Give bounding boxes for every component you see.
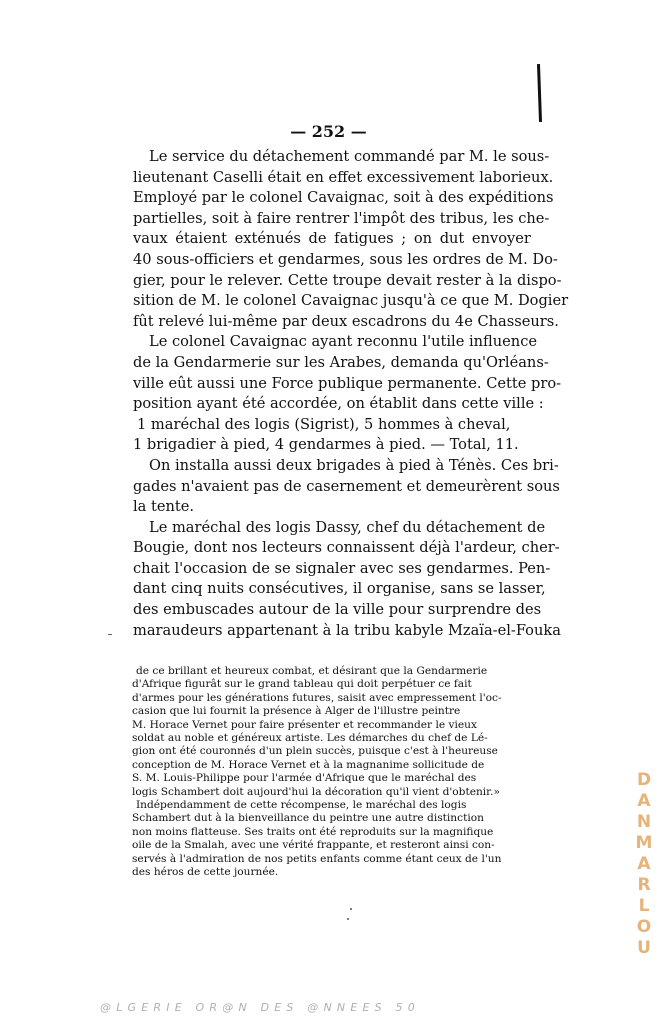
- main-text-line: Le maréchal des logis Dassy, chef du détachement de: [149, 518, 546, 536]
- main-text: [133, 147, 569, 641]
- footer-watermark: @LGERIE OR@N DES @NNEES 50: [100, 1001, 420, 1014]
- main-text-line: 1 brigadier à pied, 4 gendarmes à pied. — Total, 11.: [133, 436, 519, 454]
- footnote-line: d'Afrique figurât sur le grand tableau qui doit perpétuer ce fait: [132, 678, 472, 691]
- footnote-line: d'armes pour les générations futures, saisit avec empressement l'oc-: [132, 691, 502, 704]
- footnote-line: logis Schambert doit aujourd'hui la décoration qu'il vient d'obtenir.»: [132, 785, 500, 798]
- footnote-line: Indépendamment de cette récompense, le maréchal des logis: [136, 799, 467, 812]
- footnote-line: non moins flatteuse. Ses traits ont été reproduits sur la magnifique: [132, 825, 494, 838]
- main-text-line: partielles, soit à faire rentrer l'impôt des tribus, les che-: [133, 209, 550, 227]
- main-text-line: 40 sous-officiers et gendarmes, sous les ordres de M. Do-: [133, 250, 558, 268]
- footnote-line: M. Horace Vernet pour faire présenter et recommander le vieux: [132, 718, 477, 731]
- main-text-line: de la Gendarmerie sur les Arabes, demanda qu'Orléans-: [133, 353, 549, 371]
- footnote: [132, 665, 528, 880]
- main-text-line: lieutenant Caselli était en effet excessivement laborieux.: [133, 168, 554, 186]
- print-speck: [350, 908, 352, 910]
- main-text-line: maraudeurs appartenant à la tribu kabyle Mzaïa-el-Fouka: [133, 621, 561, 639]
- main-text-line: Le colonel Cavaignac ayant reconnu l'utile influence: [149, 333, 538, 351]
- main-text-line: dant cinq nuits consécutives, il organise, sans se lasser,: [133, 580, 546, 598]
- footnote-line: Schambert dut à la bienveillance du peintre une autre distinction: [132, 812, 484, 825]
- footnote-line: oile de la Smalah, avec une vérité frappante, et resteront ainsi con-: [132, 839, 495, 852]
- main-text-line: gades n'avaient pas de casernement et demeurèrent sous: [133, 477, 560, 495]
- main-text-line: la tente.: [133, 498, 195, 516]
- footnote-line: servés à l'admiration de nos petits enfants comme étant ceux de l'un: [132, 852, 502, 865]
- scan-edge-mark: [537, 64, 542, 122]
- footnote-line: des héros de cette journée.: [132, 866, 279, 879]
- main-text-line: des embuscades autour de la ville pour surprendre des: [133, 601, 542, 619]
- footnote-line: conception de M. Horace Vernet et à la magnanime sollicitude de: [132, 758, 485, 771]
- main-text-line: ville eût aussi une Force publique permanente. Cette pro-: [133, 374, 562, 392]
- main-text-line: Employé par le colonel Cavaignac, soit à des expéditions: [133, 189, 554, 207]
- main-text-line: On installa aussi deux brigades à pied à Ténès. Ces bri-: [149, 456, 559, 474]
- footnote-line: de ce brillant et heureux combat, et désirant que la Gendarmerie: [136, 665, 488, 677]
- footnote-line: casion que lui fournit la présence à Alger de l'illustre peintre: [132, 705, 461, 718]
- main-text-line: gier, pour le relever. Cette troupe devait rester à la dispo-: [133, 271, 562, 289]
- main-text-line: 1 maréchal des logis (Sigrist), 5 hommes à cheval,: [137, 415, 511, 433]
- side-watermark: DANMARLOU: [634, 770, 654, 959]
- print-speck: [108, 634, 112, 635]
- main-text-line: Bougie, dont nos lecteurs connaissent déjà l'ardeur, cher-: [133, 539, 560, 557]
- footnote-line: gion ont été couronnés d'un plein succès, puisque c'est à l'heureuse: [132, 745, 498, 758]
- print-speck: [347, 918, 349, 920]
- page-number: — 252 —: [290, 122, 367, 141]
- footnote-line: soldat au noble et généreux artiste. Les démarches du chef de Lé-: [132, 732, 488, 745]
- main-text-line: position ayant été accordée, on établit dans cette ville :: [133, 395, 544, 413]
- main-text-line: fût relevé lui-même par deux escadrons du 4e Chasseurs.: [133, 312, 559, 330]
- main-text-line: vaux étaient exténués de fatigues ; on dut envoyer: [133, 230, 531, 248]
- footnote-line: S. M. Louis-Philippe pour l'armée d'Afrique que le maréchal des: [132, 772, 477, 785]
- main-text-line: sition de M. le colonel Cavaignac jusqu'à ce que M. Dogier: [133, 292, 569, 310]
- main-text-line: Le service du détachement commandé par M. le sous-: [149, 148, 550, 165]
- main-text-line: chait l'occasion de se signaler avec ses gendarmes. Pen-: [133, 559, 551, 577]
